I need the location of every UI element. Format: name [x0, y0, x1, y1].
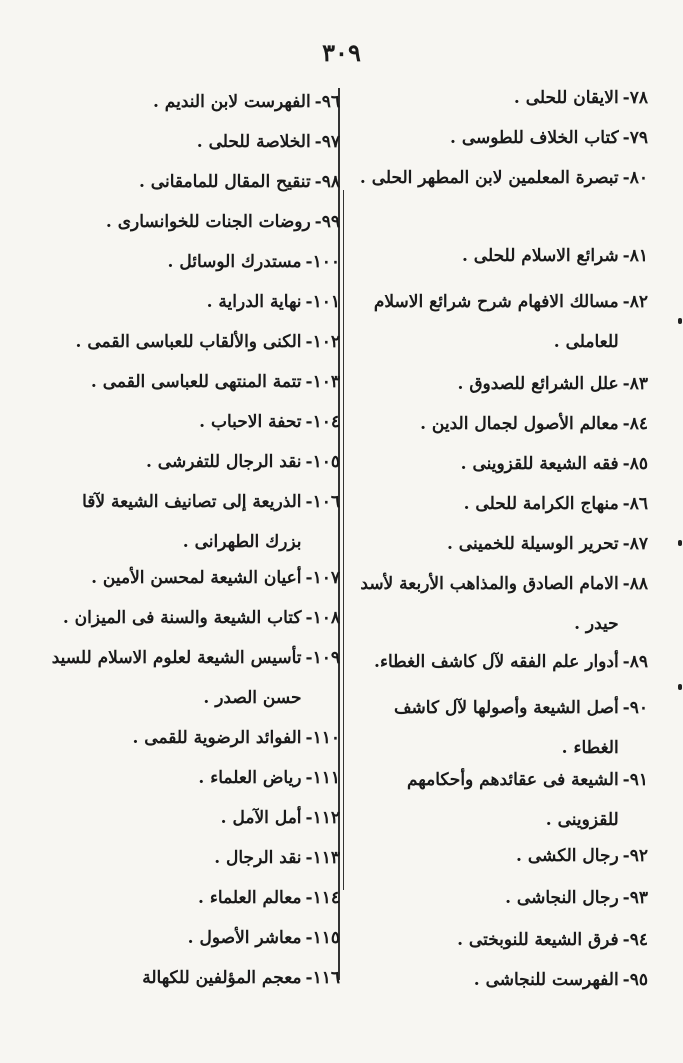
list-item [40, 162, 340, 202]
list-item [40, 402, 340, 442]
item-text: الشيعة فى عقائدهم وأحكامهم للقزوينى . [406, 770, 619, 830]
list-item [40, 482, 340, 558]
item-text: مسالك الافهام شرح شرائع الاسلام للعاملى . [373, 292, 619, 352]
item-text: أعيان الشيعة لمحسن الأمين . [91, 568, 302, 588]
list-item [358, 158, 648, 236]
list-item [40, 442, 340, 482]
item-number: ٩٤- [622, 930, 648, 950]
list-item [358, 642, 648, 688]
item-number: ٧٨- [622, 88, 648, 108]
item-text: نهاية الدراية . [206, 292, 302, 312]
item-number: ١١٢- [305, 808, 340, 828]
list-item [358, 282, 648, 364]
item-text: أصل الشيعة وأصولها لآل كاشف الغطاء . [393, 698, 619, 758]
item-number: ١٠٦- [305, 492, 340, 512]
item-text: تحفة الاحباب . [199, 412, 302, 432]
list-item [40, 718, 340, 758]
item-text: كتاب الشيعة والسنة فى الميزان . [62, 608, 302, 628]
item-text: تبصرة المعلمين لابن المطهر الحلى . [359, 168, 619, 188]
item-text: الفهرست للنجاشى . [473, 970, 619, 990]
item-number: ٨٥- [622, 454, 648, 474]
item-text: معالم الأصول لجمال الدين . [420, 414, 619, 434]
item-text: منهاج الكرامة للحلى . [463, 494, 619, 514]
scan-speck [678, 540, 682, 546]
item-text: رجال النجاشى . [505, 888, 619, 908]
list-item [358, 920, 648, 960]
column-divider-inner [343, 190, 344, 890]
list-item [358, 236, 648, 282]
left-column [40, 82, 340, 998]
item-text: نقد الرجال للتفرشى . [145, 452, 302, 472]
list-item [40, 878, 340, 918]
list-item [40, 598, 340, 638]
list-item [40, 362, 340, 402]
item-number: ١٠٨- [305, 608, 340, 628]
item-text: أمل الآمل . [220, 808, 302, 828]
item-number: ٧٩- [622, 128, 648, 148]
item-number: ٨١- [622, 246, 648, 266]
item-text: الذريعة إلى تصانيف الشيعة لآقا بزرك الطهرانى . [82, 492, 302, 552]
item-text: معاشر الأصول . [187, 928, 302, 948]
list-item [40, 322, 340, 362]
list-item [358, 364, 648, 404]
list-item [40, 558, 340, 598]
item-text: أدوار علم الفقه لآل كاشف الغطاء. [374, 652, 619, 672]
list-item [358, 404, 648, 444]
item-text: رجال الكشى . [516, 846, 619, 866]
scan-speck [678, 684, 682, 690]
item-number: ٨٤- [622, 414, 648, 434]
item-number: ١١٣- [305, 848, 340, 868]
item-number: ٩٥- [622, 970, 648, 990]
item-number: ١١٥- [305, 928, 340, 948]
item-text: مستدرك الوسائل . [167, 252, 302, 272]
item-number: ٩٩- [314, 212, 340, 232]
item-text: تحرير الوسيلة للخمينى . [446, 534, 619, 554]
right-column [358, 78, 648, 1000]
item-text: الفوائد الرضوية للقمى . [132, 728, 302, 748]
item-number: ٩٢- [622, 846, 648, 866]
item-number: ١٠١- [305, 292, 340, 312]
item-number: ٩٧- [314, 132, 340, 152]
list-item [40, 242, 340, 282]
list-item [40, 282, 340, 322]
item-text: الخلاصة للحلى . [196, 132, 311, 152]
list-item [40, 958, 340, 998]
item-number: ٩٣- [622, 888, 648, 908]
list-item [358, 960, 648, 1000]
item-text: معجم المؤلفين للكهالة [142, 968, 302, 988]
item-number: ١١٦- [305, 968, 340, 988]
item-text: الايقان للحلى . [513, 88, 619, 108]
item-number: ٨٠- [622, 168, 648, 188]
list-item [358, 118, 648, 158]
list-item [40, 758, 340, 798]
item-number: ٩٠- [622, 698, 648, 718]
item-text: الكنى والألقاب للعباسى القمى . [75, 332, 302, 352]
list-item [40, 638, 340, 718]
item-number: ١٠٢- [305, 332, 340, 352]
item-number: ٨٧- [622, 534, 648, 554]
item-text: شرائع الاسلام للحلى . [461, 246, 619, 266]
item-number: ٨٩- [622, 652, 648, 672]
item-text: تنقيح المقال للمامقانى . [138, 172, 311, 192]
item-number: ١١٠- [305, 728, 340, 748]
item-number: ١٠٠- [305, 252, 340, 272]
item-text: الفهرست لابن النديم . [152, 92, 311, 112]
list-item [40, 122, 340, 162]
list-item [40, 838, 340, 878]
item-number: ١٠٧- [305, 568, 340, 588]
item-number: ٨٨- [622, 574, 648, 594]
item-text: فرق الشيعة للنوبختى . [457, 930, 619, 950]
item-text: نقد الرجال . [214, 848, 302, 868]
item-number: ١١٤- [305, 888, 340, 908]
item-number: ٩١- [622, 770, 648, 790]
item-number: ٨٣- [622, 374, 648, 394]
item-text: معالم العلماء . [198, 888, 302, 908]
item-text: روضات الجنات للخوانسارى . [105, 212, 311, 232]
item-number: ١٠٥- [305, 452, 340, 472]
item-text: علل الشرائع للصدوق . [457, 374, 619, 394]
list-item [358, 78, 648, 118]
scan-speck [678, 318, 682, 324]
list-item [40, 82, 340, 122]
item-number: ١٠٩- [305, 648, 340, 668]
list-item [358, 878, 648, 920]
item-text: فقه الشيعة للقزوينى . [460, 454, 619, 474]
list-item [358, 688, 648, 760]
list-item [358, 484, 648, 524]
list-item [358, 564, 648, 642]
item-number: ١٠٤- [305, 412, 340, 432]
item-text: تأسيس الشيعة لعلوم الاسلام للسيد حسن الصدر . [51, 648, 302, 708]
item-text: رياض العلماء . [198, 768, 302, 788]
item-number: ٩٨- [314, 172, 340, 192]
list-item [358, 524, 648, 564]
item-text: الامام الصادق والمذاهب الأربعة لأسد حيدر . [360, 574, 619, 634]
item-text: تتمة المنتهى للعباسى القمى . [90, 372, 302, 392]
page-number: ٣٠٩ [322, 38, 361, 67]
item-text: كتاب الخلاف للطوسى . [450, 128, 619, 148]
list-item [358, 760, 648, 836]
list-item [40, 798, 340, 838]
list-item [358, 444, 648, 484]
list-item [40, 918, 340, 958]
list-item [40, 202, 340, 242]
item-number: ٩٦- [314, 92, 340, 112]
item-number: ١٠٣- [305, 372, 340, 392]
item-number: ١١١- [305, 768, 340, 788]
item-number: ٨٦- [622, 494, 648, 514]
list-item [358, 836, 648, 878]
item-number: ٨٢- [622, 292, 648, 312]
